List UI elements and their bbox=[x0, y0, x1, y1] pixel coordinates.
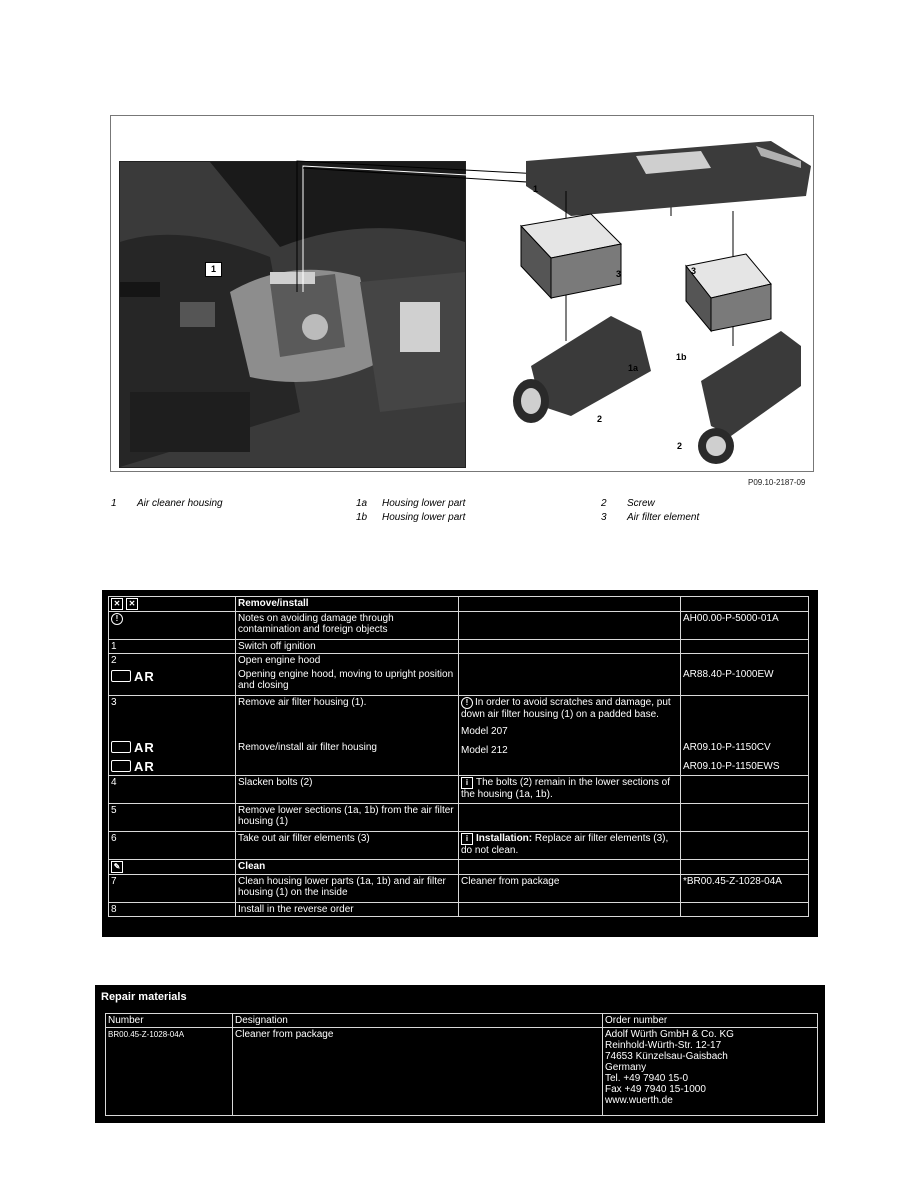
legend-item: 1a Housing lower part bbox=[356, 498, 466, 509]
procedure-table bbox=[102, 590, 818, 937]
repair-materials-table bbox=[95, 985, 825, 1123]
hand-pointer-icon bbox=[111, 741, 131, 753]
clean-icon: ✎ bbox=[111, 861, 123, 873]
table-row: 6 Take out air filter elements (3) i Installation: Replace air filter elements (3), do not clean. bbox=[109, 832, 809, 860]
legend-col-2 bbox=[356, 497, 465, 525]
callout-1: 1 bbox=[533, 184, 539, 194]
ref-link[interactable]: AR09.10-P-1150CV bbox=[683, 742, 771, 753]
hand-pointer-icon bbox=[111, 760, 131, 772]
legend-item: 3 Air filter element bbox=[601, 512, 700, 523]
legend-item: 1b Housing lower part bbox=[356, 512, 466, 523]
callout-3a: 3 bbox=[616, 269, 622, 279]
table-row: 2 AR Open engine hood Opening engine hood, moving to upright position and closing AR88.40-P-1000EW bbox=[109, 654, 809, 696]
table-row: 4 Slacken bolts (2) i The bolts (2) remain in the lower sections of the housing (1a, 1b). bbox=[109, 776, 809, 804]
table-row bbox=[109, 597, 809, 612]
legend-col-3 bbox=[601, 497, 699, 525]
table-row: 8 Install in the reverse order bbox=[109, 903, 809, 917]
table-row: 3 AR AR Remove air filter housing (1). Remove/install air filter housing ! In order to avoid scratches and damage, put down air filter housing (1) on a padded base. Model 207 Model 212 AR09.10-P-1150CV AR09.10-P-1150EWS bbox=[109, 696, 809, 776]
callout-label: 1 bbox=[205, 262, 222, 277]
install-icon: ✕ bbox=[126, 598, 138, 610]
legend-item: 1 Air cleaner housing bbox=[111, 498, 223, 509]
table-row: 5 Remove lower sections (1a, 1b) from the air filter housing (1) bbox=[109, 804, 809, 832]
exploded-view bbox=[111, 116, 813, 471]
ref-link[interactable]: AR09.10-P-1150EWS bbox=[683, 761, 780, 772]
notes-text: Notes on avoiding damage through contamination and foreign objects bbox=[236, 612, 459, 640]
caution-icon: ! bbox=[111, 613, 123, 625]
remove-icon: ✕ bbox=[111, 598, 123, 610]
hand-pointer-icon bbox=[111, 670, 131, 682]
legend-item: 2 Screw bbox=[601, 498, 655, 509]
info-icon: i bbox=[461, 833, 473, 845]
callout-1a: 1a bbox=[628, 363, 639, 373]
ref-link[interactable]: AR88.40-P-1000EW bbox=[683, 669, 774, 680]
legend-col-1 bbox=[111, 497, 223, 511]
procedure-header: Remove/install bbox=[236, 597, 459, 612]
callout-1b: 1b bbox=[676, 352, 687, 362]
table-header-row: Number Designation Order number bbox=[106, 1014, 818, 1028]
website-link[interactable]: www.wuerth.de bbox=[605, 1095, 673, 1106]
info-icon: i bbox=[461, 777, 473, 789]
callout-2a: 2 bbox=[597, 414, 603, 424]
notes-ref-link[interactable]: AH00.00-P-5000-01A bbox=[681, 612, 809, 640]
table-row bbox=[109, 612, 809, 640]
figure-frame bbox=[110, 115, 814, 472]
table-row: BR00.45-Z-1028-04A Cleaner from package Adolf Würth GmbH & Co. KG Reinhold-Würth-Str. 12-17 74653 Künzelsau-Gaisbach Germany Tel. +49 7940 15-0 Fax +49 7940 15-1000 www.wuerth.de bbox=[106, 1028, 818, 1116]
figure-id: P09.10-2187-09 bbox=[748, 478, 806, 487]
table-row: 7 Clean housing lower parts (1a, 1b) and air filter housing (1) on the inside Cleaner from package *BR00.45-Z-1028-04A bbox=[109, 875, 809, 903]
table-row: ✎ Clean bbox=[109, 860, 809, 875]
repair-materials-title: Repair materials bbox=[101, 991, 187, 1003]
table-row: 1 Switch off ignition bbox=[109, 640, 809, 654]
callout-3b: 3 bbox=[691, 266, 697, 276]
callout-2b: 2 bbox=[677, 441, 683, 451]
ref-link[interactable]: *BR00.45-Z-1028-04A bbox=[681, 875, 809, 903]
caution-icon: ! bbox=[461, 697, 473, 709]
